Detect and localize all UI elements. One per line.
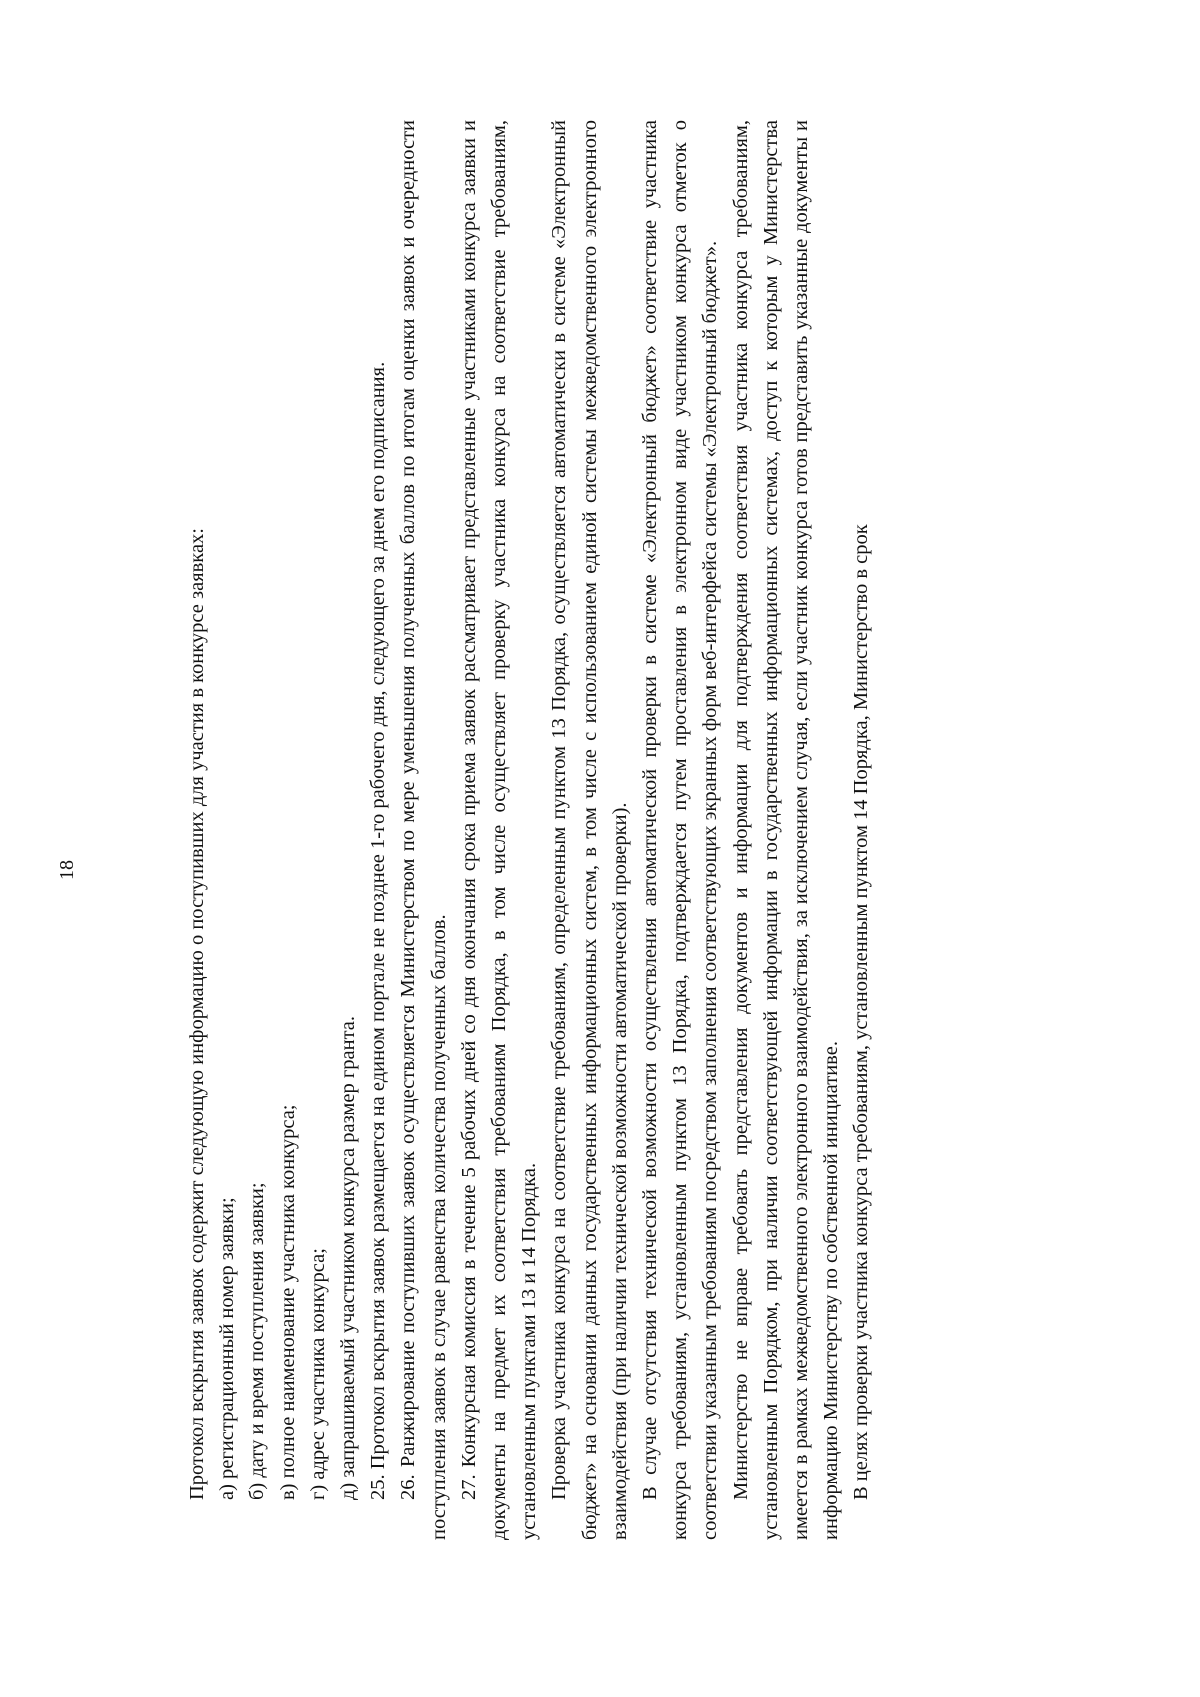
paragraph-point-14-check: В целях проверки участника конкурса требованиям, установленным пунктом 14 Порядка, Министерство в срок bbox=[850, 524, 873, 1500]
list-item-a: а) регистрационный номер заявки; bbox=[216, 1197, 239, 1500]
page-number: 18 bbox=[56, 860, 78, 880]
paragraph-25: 25. Протокол вскрытия заявок размещается на едином портале не позднее 1-го рабочего дня, следующего за днем его подписания. bbox=[367, 361, 390, 1500]
list-item-c: в) полное наименование участника конкурса; bbox=[276, 1104, 299, 1500]
paragraph-27: 27. Конкурсная комиссия в течение 5 рабочих дней со дня окончания срока приема заявок рассматривает представленные участниками конкурса заявки и документы на предмет их соответствия требованиям Порядка, в том числе осуществляет проверку участника конкурса на соответствие требованиям, установленным пунктами 13 и 14 Порядка. bbox=[457, 120, 541, 1540]
list-item-d: г) адрес участника конкурса; bbox=[306, 1248, 329, 1500]
list-item-b: б) дату и время поступления заявки; bbox=[246, 1182, 269, 1500]
paragraph-manual-check: В случае отсутствия технической возможности осуществления автоматической проверки в системе «Электронный бюджет» соответствие участника конкурса требованиям, установленным пунктом 13 Порядка, подтверждается путем проставления в электронном виде участником конкурса отметок о соответствии указанным требованиям посредством заполнения соответствующих экранных форм веб-интерфейса системы «Электронный бюджет». bbox=[639, 120, 722, 1540]
page-body bbox=[182, 120, 1052, 1540]
paragraph-26: 26. Ранжирование поступивших заявок осуществляется Министерством по мере уменьшения полученных баллов по итогам оценки заявок и очередности поступления заявок в случае равенства количества полученных баллов. bbox=[397, 120, 450, 1540]
intro-paragraph: Протокол вскрытия заявок содержит следующую информацию о поступивших для участия в конкурсе заявках: bbox=[186, 528, 208, 1500]
paragraph-ministry-restriction: Министерство не вправе требовать представления документов и информации для подтверждения соответствия участника конкурса требованиям, установленным Порядком, при наличии соответствующей информации в государственных информационных системах, доступ к которым у Министерства имеется в рамках межведомственного электронного взаимодействия, за исключением случая, если участник конкурса готов представить указанные документы и информацию Министерству по собственной инициативе. bbox=[729, 120, 843, 1540]
list-item-e: д) запрашиваемый участником конкурса размер гранта. bbox=[337, 1015, 360, 1500]
paragraph-automatic-check: Проверка участника конкурса на соответствие требованиям, определенным пунктом 13 Порядка, осуществляется автоматически в системе «Электронный бюджет» на основании данных государственных информационных систем, в том числе с использованием единой системы межведомственного электронного взаимодействия (при наличии технической возможности автоматической проверки). bbox=[548, 120, 631, 1540]
